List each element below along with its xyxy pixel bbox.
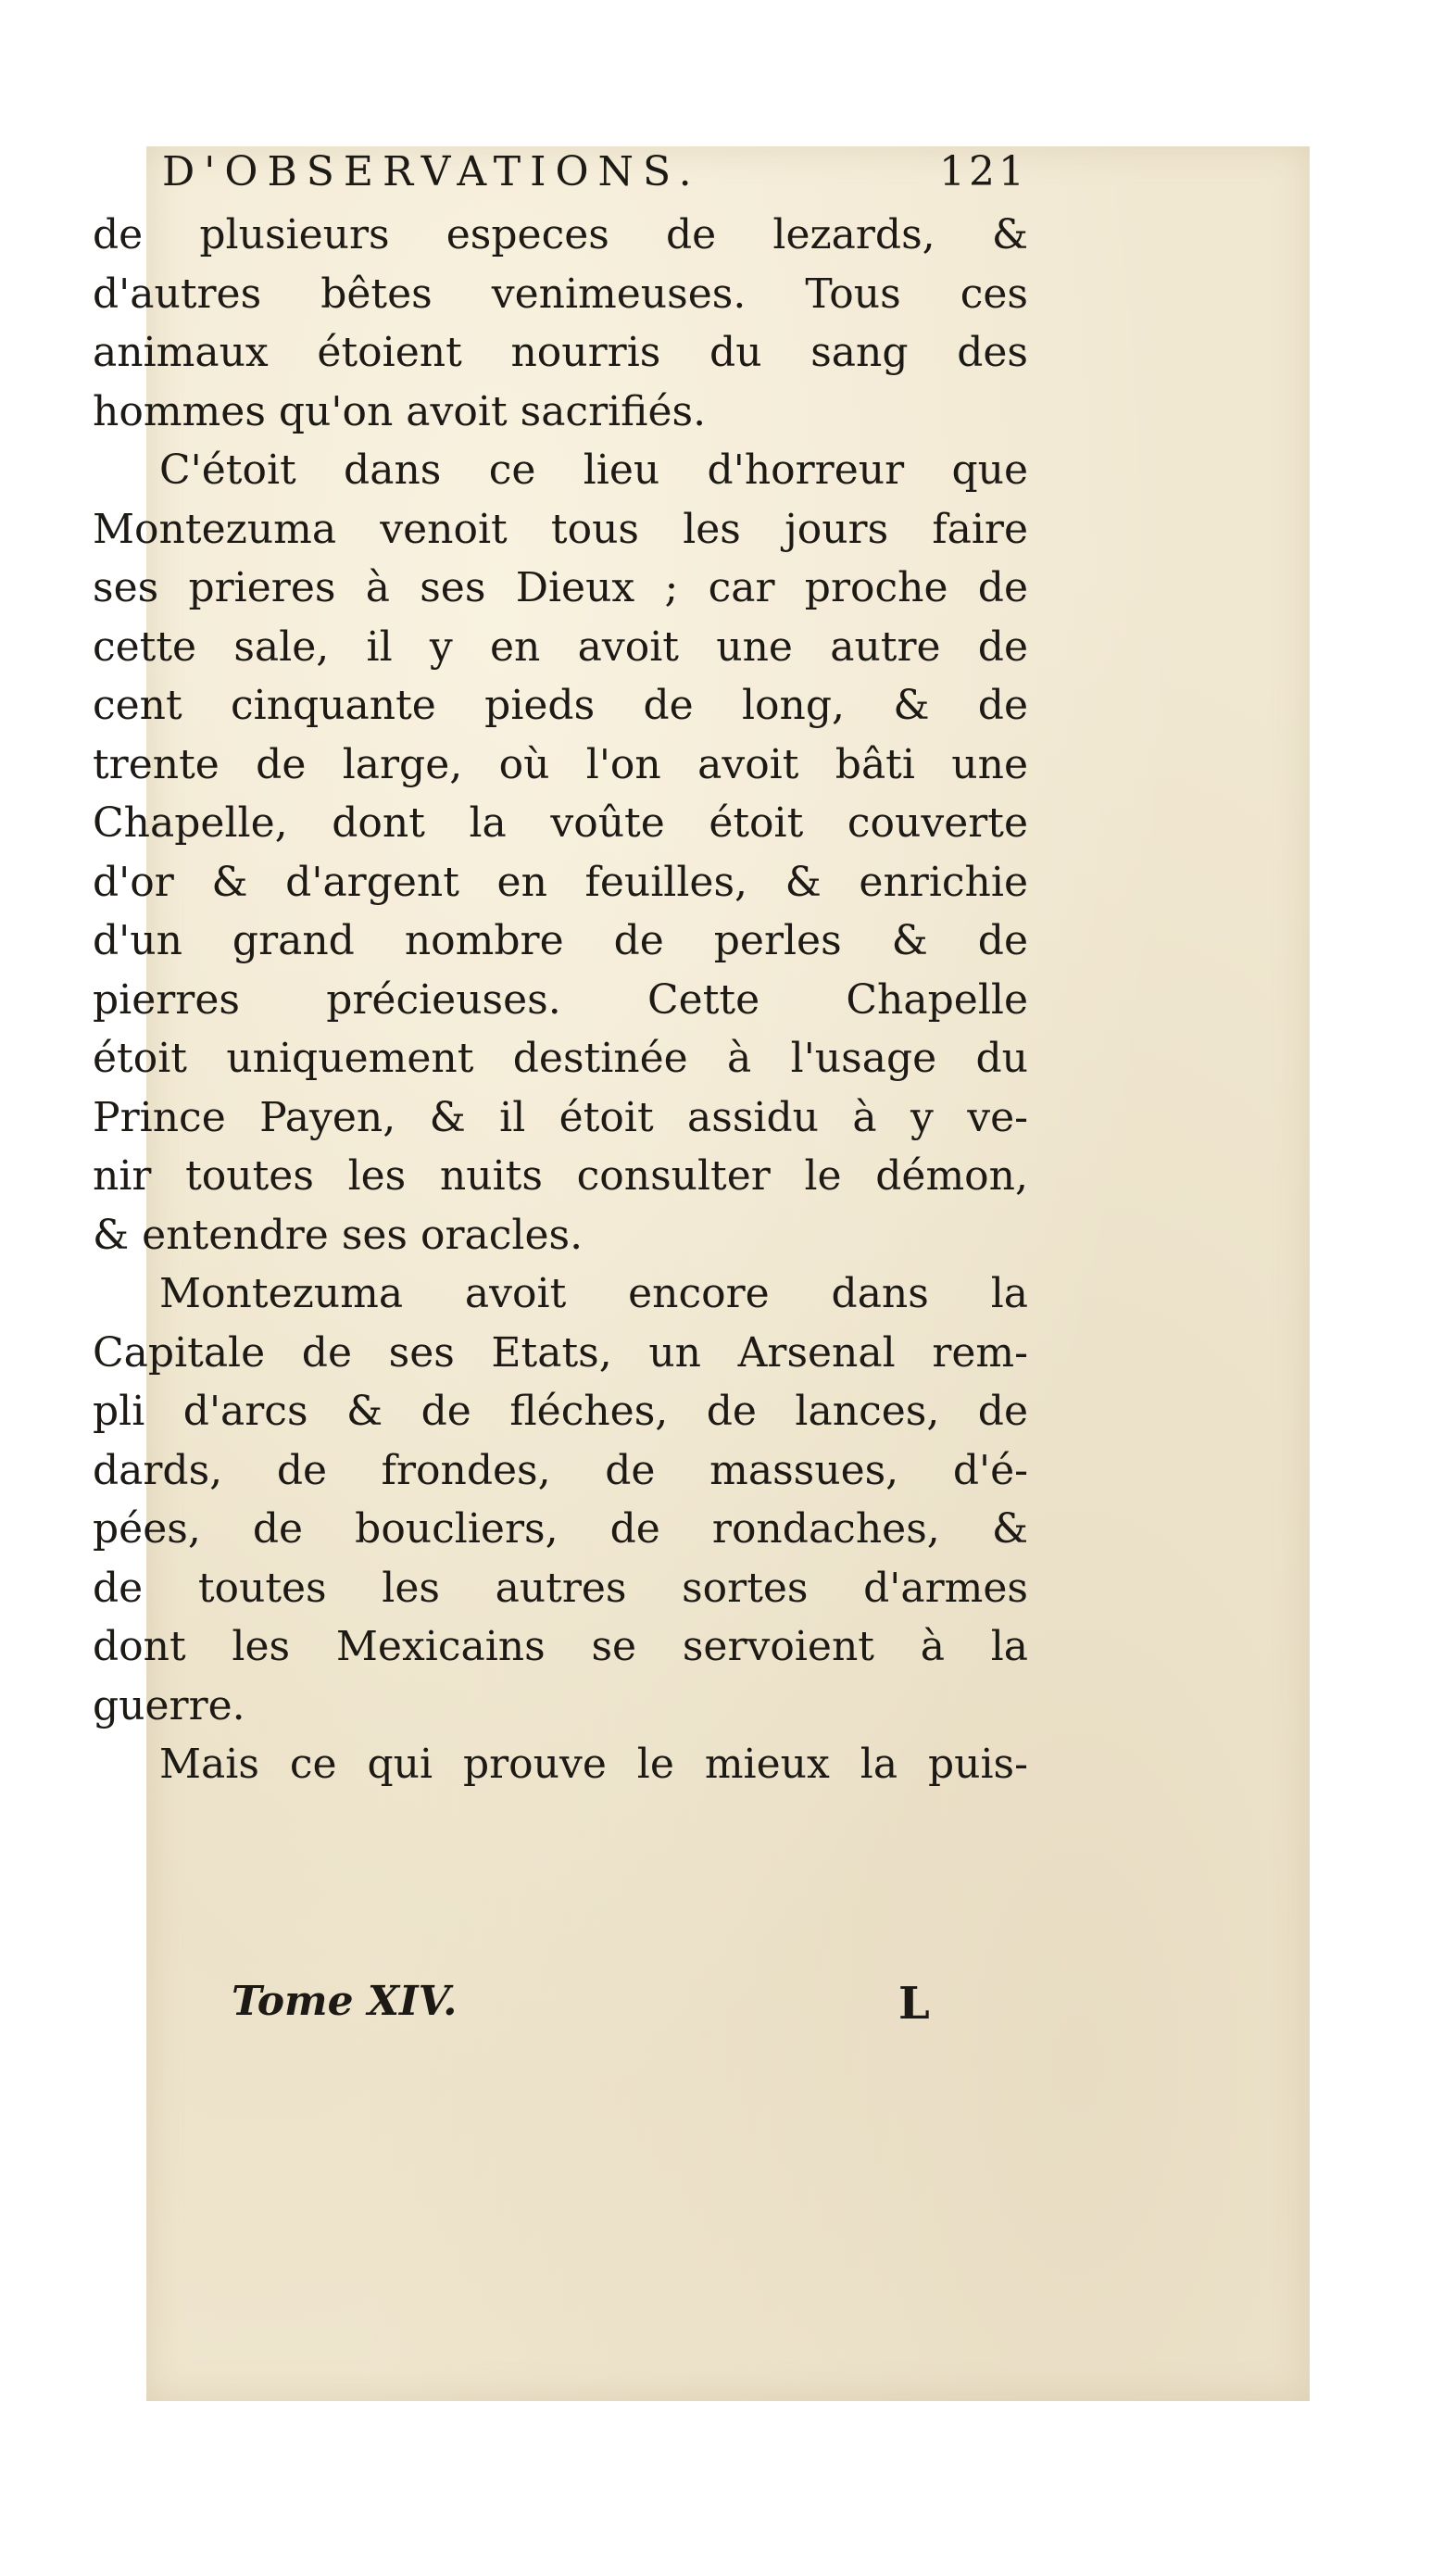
text-line: trente de large, où l'on avoit bâti une <box>93 740 1028 788</box>
text-line: pli d'arcs & de fléches, de lances, de <box>93 1388 1028 1435</box>
text-line: de plusieurs especes de lezards, & <box>93 211 1028 258</box>
page-number: 121 <box>939 148 1028 195</box>
text-line: d'or & d'argent en feuilles, & enrichie <box>93 858 1028 906</box>
text-line: dards, de frondes, de massues, d'é- <box>93 1446 1028 1494</box>
text-line: Capitale de ses Etats, un Arsenal rem- <box>93 1328 1028 1377</box>
text-line: & entendre ses oracles. <box>93 1211 584 1259</box>
text-line: étoit uniquement destinée à l'usage du <box>93 1035 1028 1082</box>
text-line: Prince Payen, & il étoit assidu à y ve- <box>93 1093 1028 1141</box>
text-line: pierres précieuses. Cette Chapelle <box>93 975 1028 1024</box>
text-line: dont les Mexicains se servoient à la <box>93 1623 1028 1670</box>
text-line: d'un grand nombre de perles & de <box>93 917 1028 964</box>
running-head <box>93 148 1028 204</box>
text-line: Mais ce qui prouve le mieux la puis- <box>159 1741 1028 1788</box>
text-line: Montezuma avoit encore dans la <box>159 1270 1028 1317</box>
text-line: guerre. <box>93 1681 245 1729</box>
volume-label: Tome XIV. <box>232 1978 458 2025</box>
text-line: de toutes les autres sortes d'armes <box>93 1564 1028 1612</box>
page-footer <box>93 1978 1028 2043</box>
text-line: C'étoit dans ce lieu d'horreur que <box>159 446 1028 494</box>
text-line: cette sale, il y en avoit une autre de <box>93 623 1028 671</box>
text-line: cent cinquante pieds de long, & de <box>93 682 1028 729</box>
text-line: Montezuma venoit tous les jours faire <box>93 505 1028 553</box>
text-line: hommes qu'on avoit sacrifiés. <box>93 387 707 435</box>
running-head-title: D'OBSERVATIONS. <box>162 148 701 195</box>
text-line: d'autres bêtes venimeuses. Tous ces <box>93 270 1028 318</box>
signature-mark: L <box>898 1978 930 2030</box>
text-line: Chapelle, dont la voûte étoit couverte <box>93 799 1028 847</box>
body-text <box>93 206 1028 1794</box>
text-line: pées, de boucliers, de rondaches, & <box>93 1505 1028 1553</box>
text-line: nir toutes les nuits consulter le démon, <box>93 1152 1028 1200</box>
text-line: animaux étoient nourris du sang des <box>93 329 1028 376</box>
text-line: ses prieres à ses Dieux ; car proche de <box>93 564 1028 611</box>
